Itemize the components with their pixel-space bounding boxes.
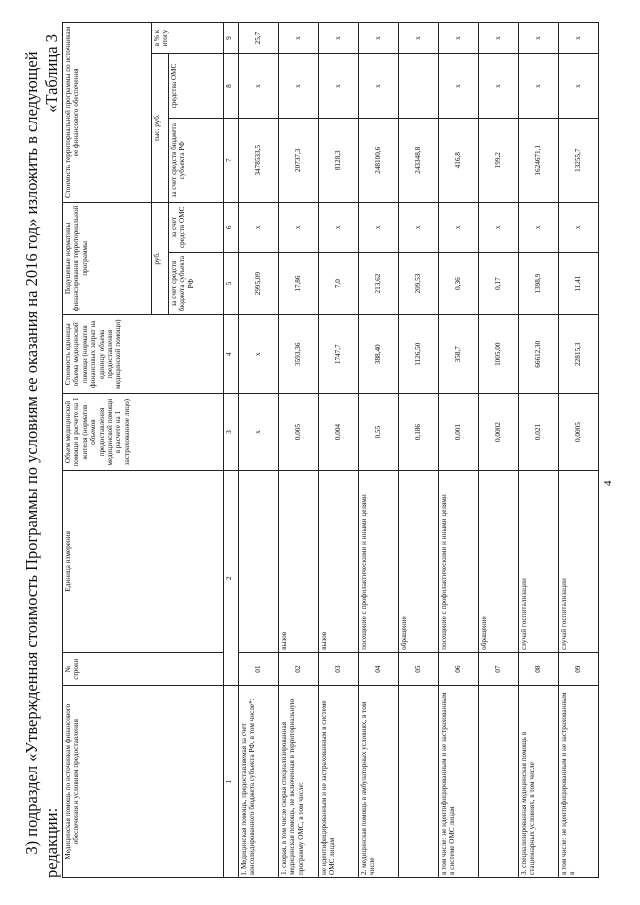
- row-unit-cost: 1005,00: [479, 315, 519, 394]
- row-unit: случай госпитализации: [559, 470, 599, 652]
- row-unit: обращение: [479, 470, 519, 652]
- header-service: Медицинская помощь по источникам финансового обеспечения и условиям предоставления: [63, 686, 224, 878]
- row-budget-per-capita: 213,62: [359, 252, 399, 314]
- row-budget-total: 8128,3: [319, 118, 359, 202]
- row-oms-total: х: [519, 54, 559, 119]
- row-unit-cost: 66612,30: [519, 315, 559, 394]
- row-budget-total: 248100,6: [359, 118, 399, 202]
- row-description: 3. специализированная медицинская помощь в стационарных условиях, в том числе: [519, 686, 559, 878]
- column-number: 5: [224, 252, 239, 314]
- heading-line-1: 3) подраздел «Утвержденная стоимость Программы по условиям ее оказания на 2016 год» изложить в следующей: [22, 51, 41, 855]
- header-unit: Единица измерения: [63, 470, 224, 652]
- row-number: 07: [479, 652, 519, 686]
- row-unit: вызов: [319, 470, 359, 652]
- table-row: [479, 23, 519, 878]
- row-unit-cost: 358,7: [439, 315, 479, 394]
- row-volume: 0,001: [439, 394, 479, 471]
- row-budget-per-capita: 0,36: [439, 252, 479, 314]
- row-unit: посещение с профилактическими и иными целями: [359, 470, 399, 652]
- row-description: 2. медицинская помощь в амбулаторных условиях, в том числе: [359, 686, 399, 878]
- row-number: 03: [319, 652, 359, 686]
- row-oms-per-capita: х: [359, 202, 399, 252]
- row-number: 08: [519, 652, 559, 686]
- column-number: 6: [224, 202, 239, 252]
- row-description: в том числе: не идентифицированным и не застрахованным в системе ОМС лицам: [439, 686, 479, 878]
- row-budget-total: 13255,7: [559, 118, 599, 202]
- column-number: 4: [224, 315, 239, 394]
- row-description: [479, 686, 519, 878]
- row-description: не идентифицированным и не застрахованным в системе ОМС лицам: [319, 686, 359, 878]
- header-volume: Объем медицинской помощи в расчете на 1 жителя (норматив объемов предоставления медицинской помощи в расчете на 1 застрахованное лицо): [63, 394, 224, 471]
- row-volume: 0,186: [399, 394, 439, 471]
- row-unit-cost: х: [239, 315, 279, 394]
- row-oms-total: х: [279, 54, 319, 119]
- row-percent: х: [559, 23, 599, 54]
- section-heading: [22, 28, 64, 878]
- column-number: 7: [224, 118, 239, 202]
- row-volume: 0,021: [519, 394, 559, 471]
- row-budget-per-capita: 11,41: [559, 252, 599, 314]
- row-volume: 0,0002: [479, 394, 519, 471]
- column-number: 3: [224, 394, 239, 471]
- row-oms-per-capita: х: [479, 202, 519, 252]
- row-percent: х: [399, 23, 439, 54]
- heading-line-2: [42, 28, 64, 878]
- row-percent: х: [519, 23, 559, 54]
- row-oms-total: [399, 54, 439, 119]
- header-thousand-rub: тыс. руб.: [152, 54, 169, 202]
- row-oms-per-capita: х: [559, 202, 599, 252]
- row-budget-total: 199,2: [479, 118, 519, 202]
- row-oms-total: х: [439, 54, 479, 119]
- row-budget-total: 1624671,1: [519, 118, 559, 202]
- row-unit-cost: 3593,36: [279, 315, 319, 394]
- row-oms-total: х: [319, 54, 359, 119]
- row-unit: случай госпитализации: [519, 470, 559, 652]
- header-row-number: № строки: [63, 652, 224, 686]
- rotated-page: [20, 22, 620, 882]
- table-row: [559, 23, 599, 878]
- row-budget-total: 3478533,5: [239, 118, 279, 202]
- header-percent: в % к итогу: [152, 23, 224, 54]
- header-oms-total: средства ОМС: [169, 54, 224, 119]
- row-unit: посещение с профилактическими и иными целями: [439, 470, 479, 652]
- row-description: [399, 686, 439, 878]
- row-budget-per-capita: 0,17: [479, 252, 519, 314]
- header-rub: руб.: [152, 202, 169, 315]
- row-volume: 0,55: [359, 394, 399, 471]
- row-number: 01: [239, 652, 279, 686]
- row-description: I. Медицинская помощь, предоставляемая за счет консолидированного бюджета субъекта РФ, в том числе*:: [239, 686, 279, 878]
- row-oms-total: х: [239, 54, 279, 119]
- row-oms-total: х: [359, 54, 399, 119]
- row-percent: х: [359, 23, 399, 54]
- row-budget-per-capita: 7,0: [319, 252, 359, 314]
- row-volume: 0,005: [279, 394, 319, 471]
- row-oms-per-capita: х: [399, 202, 439, 252]
- table-row: [519, 23, 559, 878]
- table-row: [319, 23, 359, 878]
- cost-table: [62, 22, 599, 878]
- row-percent: х: [439, 23, 479, 54]
- row-percent: 25,7: [239, 23, 279, 54]
- row-unit: обращение: [399, 470, 439, 652]
- row-budget-total: 20737,3: [279, 118, 319, 202]
- row-percent: х: [319, 23, 359, 54]
- header-per-capita: Подушевые нормативы финансирования территориальной программы: [63, 202, 152, 315]
- row-description: 1. скорая, в том числе скорая специализированная медицинская помощь, не включенная в территориальную программу ОМС, в том числе:: [279, 686, 319, 878]
- row-volume: 0,0005: [559, 394, 599, 471]
- column-number: 8: [224, 54, 239, 119]
- row-percent: х: [479, 23, 519, 54]
- row-budget-per-capita: 2995,09: [239, 252, 279, 314]
- row-number: 04: [359, 652, 399, 686]
- page-number: 4: [602, 480, 614, 486]
- heading-edition: редакции:: [42, 807, 61, 878]
- row-unit-cost: 1747,7: [319, 315, 359, 394]
- column-number: 1: [224, 686, 239, 878]
- header-oms-per-capita: за счет средств ОМС: [169, 202, 224, 252]
- row-budget-per-capita: 1398,9: [519, 252, 559, 314]
- row-budget-per-capita: 209,53: [399, 252, 439, 314]
- row-oms-total: х: [559, 54, 599, 119]
- row-number: 09: [559, 652, 599, 686]
- table-body: [239, 23, 599, 878]
- row-unit-cost: 22815,3: [559, 315, 599, 394]
- row-unit-cost: 1126,50: [399, 315, 439, 394]
- row-volume: х: [239, 394, 279, 471]
- column-number: 2: [224, 470, 239, 686]
- row-budget-per-capita: 17,86: [279, 252, 319, 314]
- table-label: «Таблица 3: [42, 34, 61, 113]
- row-number: 06: [439, 652, 479, 686]
- row-description: в том числе: не идентифицированным и не застрахованным в: [559, 686, 599, 878]
- column-number: 9: [224, 23, 239, 54]
- header-budget-total: за счет средств бюджета субъекта РФ: [169, 118, 224, 202]
- row-oms-per-capita: х: [239, 202, 279, 252]
- row-oms-per-capita: х: [439, 202, 479, 252]
- header-unit-cost: Стоимость единицы объема медицинской помощи (норматив финансовых затрат на единицу объема предоставления медицинской помощи): [63, 315, 224, 394]
- row-number: 02: [279, 652, 319, 686]
- row-unit: [239, 470, 279, 652]
- row-percent: х: [279, 23, 319, 54]
- row-budget-total: 243348,8: [399, 118, 439, 202]
- row-unit: вызов: [279, 470, 319, 652]
- table-row: [439, 23, 479, 878]
- row-oms-total: х: [479, 54, 519, 119]
- header-total-cost: Стоимость территориальной программы по источникам ее финансового обеспечения: [63, 23, 152, 203]
- table-row: [359, 23, 399, 878]
- row-unit-cost: 388,40: [359, 315, 399, 394]
- row-volume: 0,004: [319, 394, 359, 471]
- table-row: [239, 23, 279, 878]
- row-oms-per-capita: х: [279, 202, 319, 252]
- table-row: [399, 23, 439, 878]
- table-row: [279, 23, 319, 878]
- row-budget-total: 416,8: [439, 118, 479, 202]
- row-oms-per-capita: х: [519, 202, 559, 252]
- row-oms-per-capita: х: [319, 202, 359, 252]
- header-budget-per-capita: за счет средств бюджета субъекта РФ: [169, 252, 224, 314]
- row-number: 05: [399, 652, 439, 686]
